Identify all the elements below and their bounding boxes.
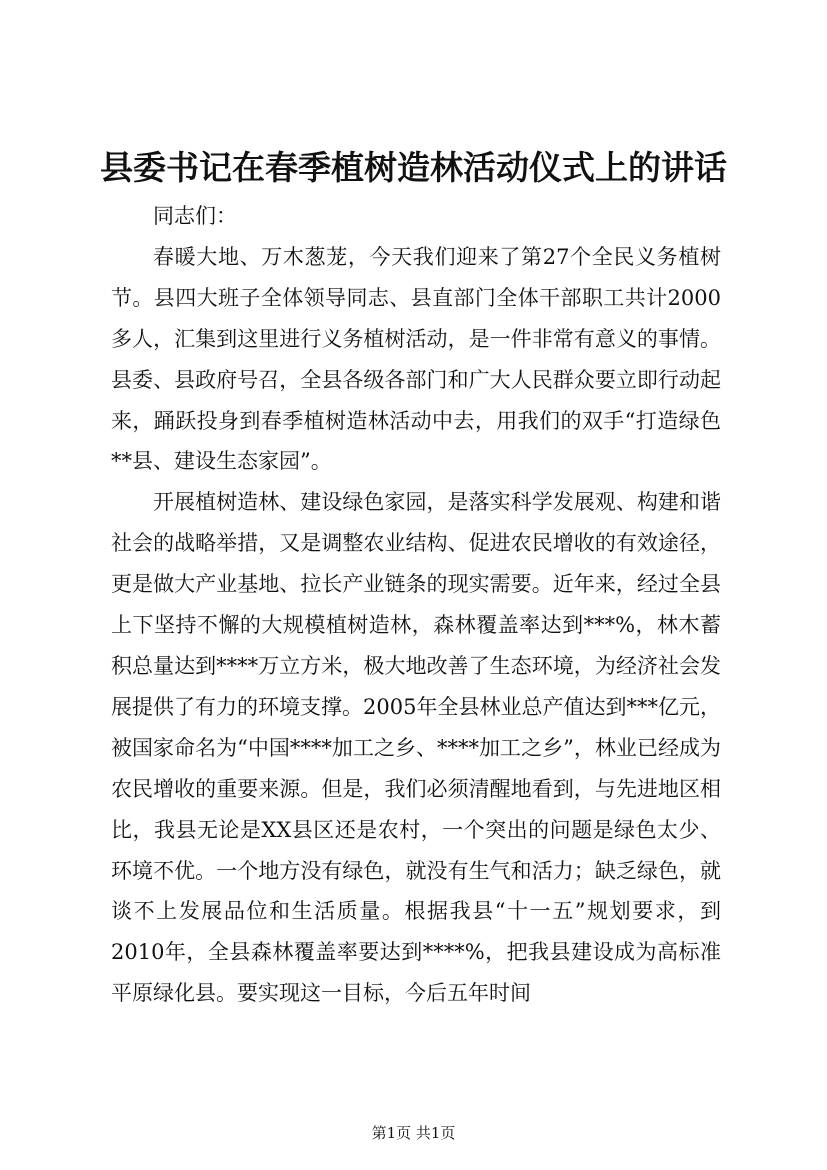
document-body	[111, 196, 721, 1014]
page-footer: 第1页 共1页	[371, 1124, 456, 1142]
salutation: 同志们：	[153, 204, 237, 228]
document-title: 县委书记在春季植树造林活动仪式上的讲话	[100, 148, 727, 187]
paragraph-1: 春暖大地、万木葱茏，今天我们迎来了第27个全民义务植树节。县四大班子全体领导同志、县直部门全体干部职工共计2000多人，汇集到这里进行义务植树活动，是一件非常有意义的事情。县委、县政府号召，全县各级各部门和广大人民群众要立即行动起来，踊跃投身到春季植树造林活动中去，用我们的双手“打造绿色**县、建设生态家园”。	[111, 244, 721, 474]
paragraph-2: 开展植树造林、建设绿色家园，是落实科学发展观、构建和谐社会的战略举措，又是调整农业结构、促进农民增收的有效途径，更是做大产业基地、拉长产业链条的现实需要。近年来，经过全县上下坚持不懈的大规模植树造林，森林覆盖率达到***%，林木蓄积总量达到****万立方米，极大地改善了生态环境，为经济社会发展提供了有力的环境支撑。2005年全县林业总产值达到***亿元，被国家命名为“中国****加工之乡、****加工之乡”，林业已经成为农民增收的重要来源。但是，我们必须清醒地看到，与先进地区相比，我县无论是XX县区还是农村，一个突出的问题是绿色太少、环境不优。一个地方没有绿色，就没有生气和活力；缺乏绿色，就谈不上发展品位和生活质量。根据我县“十一五”规划要求，到2010年，全县森林覆盖率要达到****%，把我县建设成为高标准平原绿化县。要实现这一目标，今后五年时间	[111, 490, 721, 1006]
